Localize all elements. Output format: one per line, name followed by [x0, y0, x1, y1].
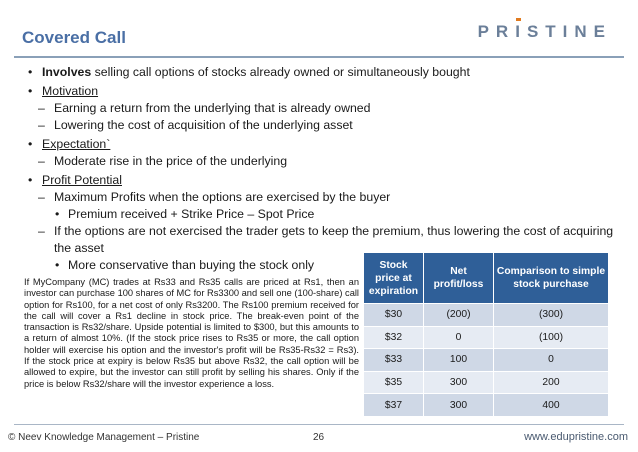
- footer-divider: [14, 424, 624, 425]
- bullet-motivation: [28, 83, 628, 100]
- involves-text: selling call options of stocks already owned or simultaneously bought: [91, 65, 470, 79]
- cell-stock-price: $30: [364, 303, 424, 326]
- profit-subitem-1: • Premium received + Strike Price – Spot Price: [28, 206, 628, 223]
- profit-item-2: – If the options are not exercised the trader gets to keep the premium, thus lowering the cost of acquiring the asset: [28, 223, 628, 257]
- cell-stock-price: $32: [364, 326, 424, 349]
- header-net-profit: Net profit/loss: [424, 253, 494, 303]
- bullet-profit-potential: [28, 172, 628, 189]
- cell-net-profit: 300: [424, 393, 494, 416]
- bullet-expectation: [28, 136, 628, 153]
- involves-label: Involves: [42, 65, 92, 79]
- bullet-list: [28, 64, 628, 274]
- cell-comparison: 400: [494, 393, 609, 416]
- table-header-row: [364, 253, 609, 303]
- page-number: 26: [313, 432, 325, 443]
- cell-net-profit: (200): [424, 303, 494, 326]
- payoff-table: [364, 253, 609, 416]
- pristine-logo: [478, 22, 612, 42]
- table-row: [364, 303, 609, 326]
- table-row: [364, 393, 609, 416]
- cell-net-profit: 300: [424, 371, 494, 394]
- table-row: [364, 371, 609, 394]
- motivation-item-2: – Lowering the cost of acquisition of the underlying asset: [28, 117, 628, 134]
- logo-i: I: [515, 22, 527, 41]
- profit-subitem-2: • More conservative than buying the stock only: [28, 257, 628, 274]
- header-stock-price: Stock price at expiration: [364, 253, 424, 303]
- example-paragraph: If MyCompany (MC) trades at Rs33 and Rs35 calls are priced at Rs1, then an investor can purchase 100 shares of MC for Rs3300 and sell one (100-share) call option for Rs100, for a net cost of only Rs3200. The Rs100 premium received for the call will cover a Rs1 decline in stock price. The break-even point of the transaction is Rs32/share. Upside potential is limited to $300, but this amounts to a return of almost 10%. (If the stock price rises to Rs35 or more, the call option holder will exercise his option and the investor's profit will be Rs35-Rs32 = Rs3). If the stock price at expiry is below Rs35 but above Rs32, the call option will be allowed to expire, but the investor can still profit by selling his shares. Only if the price is below Rs32/share will the investor experience a loss.: [24, 277, 359, 389]
- cell-comparison: 0: [494, 348, 609, 371]
- motivation-item-1: – Earning a return from the underlying that is already owned: [28, 100, 628, 117]
- slide-title: Covered Call: [22, 28, 126, 47]
- cell-net-profit: 0: [424, 326, 494, 349]
- footer-website: www.edupristine.com: [524, 431, 628, 443]
- cell-comparison: (100): [494, 326, 609, 349]
- cell-stock-price: $37: [364, 393, 424, 416]
- logo-text-post: STINE: [526, 22, 612, 41]
- header-divider: [14, 56, 624, 58]
- cell-stock-price: $33: [364, 348, 424, 371]
- footer-copyright: © Neev Knowledge Management – Pristine: [8, 432, 200, 443]
- cell-comparison: (300): [494, 303, 609, 326]
- profit-item-1: – Maximum Profits when the options are exercised by the buyer: [28, 189, 628, 206]
- header-comparison: Comparison to simple stock purchase: [494, 253, 609, 303]
- table-row: [364, 348, 609, 371]
- expectation-item-1: – Moderate rise in the price of the underlying: [28, 153, 628, 170]
- cell-stock-price: $35: [364, 371, 424, 394]
- expectation-label: Expectation`: [42, 137, 111, 151]
- cell-comparison: 200: [494, 371, 609, 394]
- motivation-label: Motivation: [42, 84, 99, 98]
- profit-label: Profit Potential: [42, 173, 122, 187]
- table-row: [364, 326, 609, 349]
- logo-text-pre: PR: [477, 22, 516, 41]
- cell-net-profit: 100: [424, 348, 494, 371]
- bullet-involves: [28, 64, 628, 81]
